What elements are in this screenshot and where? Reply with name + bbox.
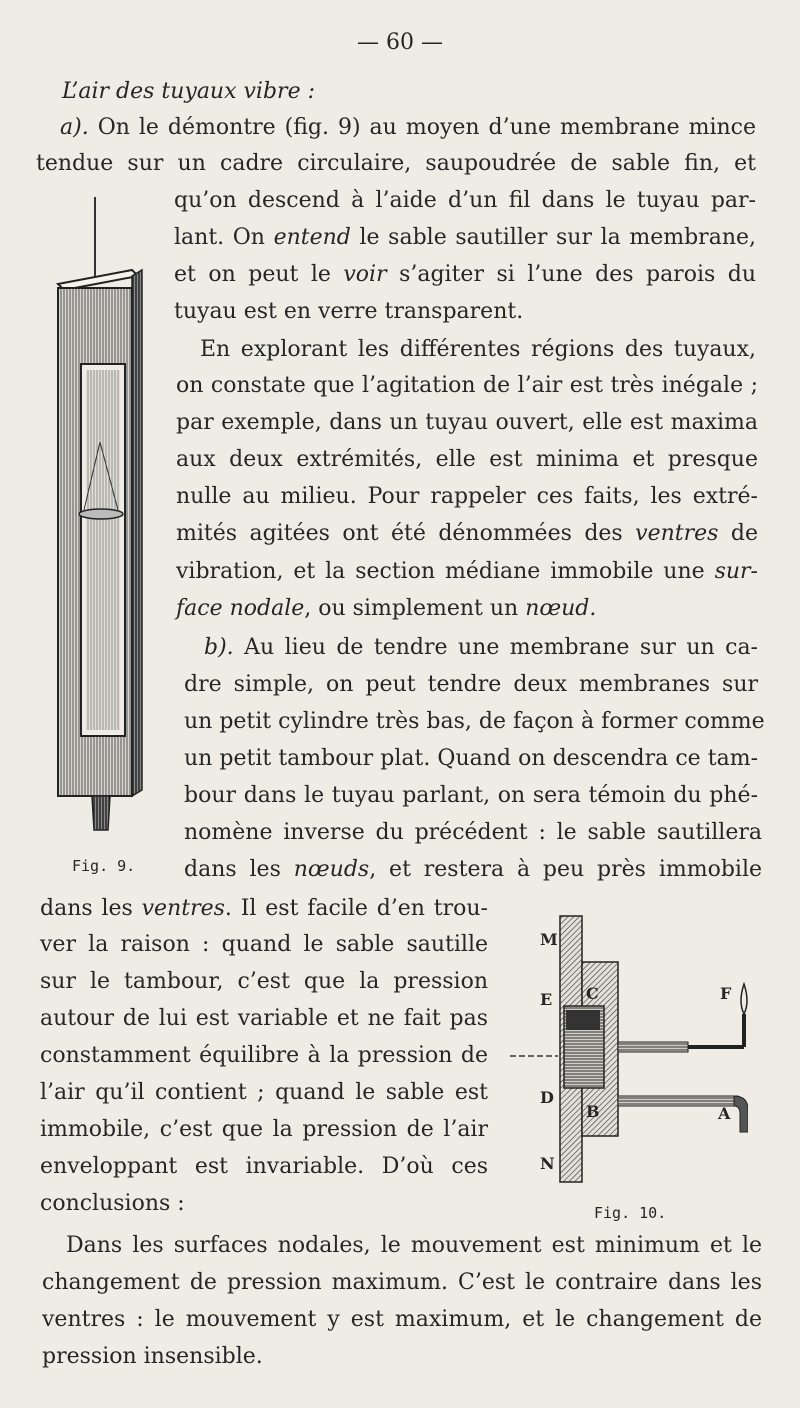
para-a-line-2: tendue sur un cadre circulaire, saupoudrée de sable fin, et [36,151,756,176]
para-a-line-4: lant. On entend le sable sautiller sur la membrane, [174,225,756,250]
conclusion-line-3: ventres : le mouvement y est maximum, et le changement de [42,1307,762,1332]
page-number: — 60 — [357,30,443,55]
para-b-line-15: enveloppant est invariable. D’où ces [40,1154,488,1179]
para-b-line-9: ver la raison : quand le sable sautille [40,932,488,957]
conclusion-line-1: Dans les surfaces nodales, le mouvement est minimum et le [66,1233,762,1258]
figure-9-tube-illustration [48,192,158,842]
para-b-line-5: bour dans le tuyau parlant, on sera témoin du phé- [184,783,758,808]
fig10-label-e: E [540,990,553,1009]
para-explore-line-1: En explorant les différentes régions des tuyaux, [200,337,756,362]
para-b-line-4: un petit tambour plat. Quand on descendra ce tam- [184,746,758,771]
para-a-line-5: et on peut le voir s’agiter si l’une des parois du [174,262,756,287]
para-b-line-16: conclusions : [40,1191,185,1216]
para-b-line-1: b). Au lieu de tendre une membrane sur un ca- [204,635,758,660]
figure-10-drum-diagram [508,914,748,1186]
para-explore-line-2: on constate que l’agitation de l’air est très inégale ; [176,373,758,398]
fig10-label-n: N [540,1154,555,1173]
para-b-line-11: autour de lui est variable et ne fait pas [40,1006,488,1031]
para-b-line-8: dans les ventres. Il est facile d’en trou- [40,896,488,921]
para-explore-line-6: mités agitées ont été dénommées des ventres de [176,521,758,546]
fig10-label-d: D [540,1088,554,1107]
fig10-label-b: B [586,1102,600,1121]
para-b-line-2: dre simple, on peut tendre deux membranes sur [184,672,758,697]
fig10-label-c: C [586,984,599,1003]
para-explore-line-7: vibration, et la section médiane immobile une sur- [176,559,758,584]
para-b-line-3: un petit cylindre très bas, de façon à former comme [184,709,765,734]
para-a-line-1: a). On le démontre (fig. 9) au moyen d’une membrane mince [60,115,756,140]
para-b-line-6: nomène inverse du précédent : le sable sautillera [184,820,762,845]
para-explore-line-3: par exemple, dans un tuyau ouvert, elle est maxima [176,410,758,435]
para-explore-line-5: nulle au milieu. Pour rappeler ces faits, les extré- [176,484,758,509]
fig10-label-f: F [720,984,732,1003]
para-explore-line-8: face nodale, ou simplement un nœud. [176,596,597,621]
para-a-line-3: qu’on descend à l’aide d’un fil dans le tuyau par- [174,188,756,213]
conclusion-line-4: pression insensible. [42,1344,263,1369]
fig10-label-m: M [540,930,558,949]
section-heading: L’air des tuyaux vibre : [62,79,315,104]
figure-10-caption: Fig. 10. [594,1204,667,1222]
para-b-line-7: dans les nœuds, et restera à peu près immobile [184,857,763,882]
para-b-line-14: immobile, c’est que la pression de l’air [40,1117,488,1142]
para-b-line-12: constamment équilibre à la pression de [40,1043,488,1068]
para-a-line-6: tuyau est en verre transparent. [174,299,524,324]
figure-9-caption: Fig. 9. [72,857,136,875]
para-b-line-10: sur le tambour, c’est que la pression [40,969,488,994]
fig10-label-a: A [718,1104,731,1123]
para-explore-line-4: aux deux extrémités, elle est minima et presque [176,447,758,472]
para-b-line-13: l’air qu’il contient ; quand le sable est [40,1080,488,1105]
conclusion-line-2: changement de pression maximum. C’est le contraire dans les [42,1270,762,1295]
